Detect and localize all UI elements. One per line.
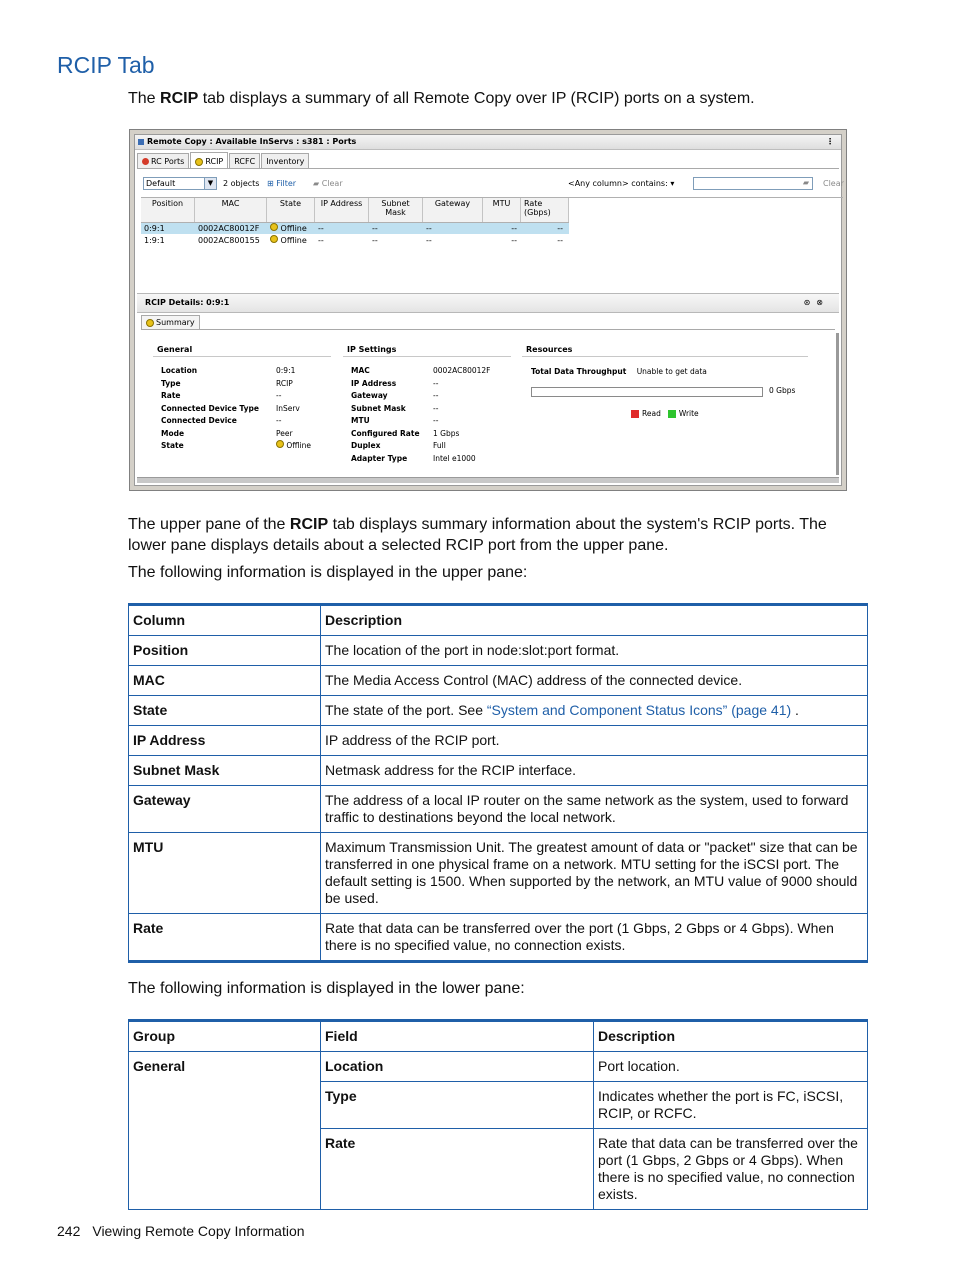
col-gateway[interactable]: Gateway [423,198,483,222]
table-row: Gateway The address of a local IP router on the same network as the system, used to forward traffic to destinations beyond the local network. [129,786,868,833]
upper-pane-paragraph: The upper pane of the RCIP tab displays summary information about the system's RCIP ports. The lower pane displays details about a selected RCIP port from the upper pane. [128,516,827,554]
table-row: IP Address IP address of the RCIP port. [129,726,868,756]
table-row: State The state of the port. See “System and Component Status Icons” (page 41) . [129,696,868,726]
port-tabs [137,153,310,168]
clear-search-button[interactable]: Clear [823,179,844,188]
summary-status-icon [146,319,154,327]
window-grip-icon [138,139,144,145]
chevron-down-icon: ▾ [670,179,675,188]
horizontal-scrollbar[interactable] [137,477,839,483]
ports-window [134,134,842,486]
table-header-row [129,1021,868,1052]
table-row: Position The location of the port in node:slot:port format. [129,636,868,666]
tab-rcip[interactable]: RCIP [190,152,228,169]
lower-pane-intro: The following information is displayed in the lower pane: [128,980,525,997]
throughput-row [531,367,707,376]
details-tabs [141,315,200,329]
general-keys: Location Type Rate Connected Device Type Connected Device Mode State [161,366,260,450]
upper-pane-table [128,603,868,963]
offline-status-icon [276,440,284,448]
details-title: RCIP Details: 0:9:1 [145,298,230,307]
column-header: Column [129,605,321,636]
field-header: Field [321,1021,594,1052]
status-icons-link[interactable]: “System and Component Status Icons” (page 41) [486,702,792,718]
offline-status-icon [270,235,278,243]
rc-ports-icon [142,158,149,165]
general-values: 0:9:1 RCIP -- InServ -- Peer Offline [276,366,311,450]
table-row[interactable]: 1:9:1 0002AC800155 Offline -- -- -- -- -- [144,236,563,245]
col-position[interactable]: Position [141,198,195,222]
table-header-row [129,605,868,636]
col-mtu[interactable]: MTU [483,198,521,222]
offline-status-icon [270,223,278,231]
description-header: Description [321,605,868,636]
description-header: Description [594,1021,868,1052]
details-tab-divider [141,329,835,330]
details-header [137,293,839,313]
ip-settings-group-title: IP Settings [347,345,397,354]
search-input[interactable] [693,177,813,190]
table-row: Rate Rate that data can be transferred over the port (1 Gbps, 2 Gbps or 4 Gbps). When there is no specified value, no connection exists. [129,914,868,962]
table-row: Rate Rate that data can be transferred over the port (1 Gbps, 2 Gbps or 4 Gbps). When there is no specified value, no connection exists. [129,1129,868,1210]
general-divider [153,356,331,357]
general-group-title: General [157,345,193,354]
col-ip-address[interactable]: IP Address [315,198,369,222]
intro-paragraph: The RCIP tab displays a summary of all Remote Copy over IP (RCIP) ports on a system. [128,90,755,107]
resources-divider [522,356,808,357]
table-row: Subnet Mask Netmask address for the RCIP interface. [129,756,868,786]
throughput-bar-value: 0 Gbps [769,386,796,395]
eraser-icon: ▰ [313,179,320,188]
rcip-status-icon [195,158,203,166]
col-rate[interactable]: Rate (Gbps) [521,198,569,222]
resources-group-title: Resources [526,345,573,354]
tab-rc-ports[interactable]: RC Ports [137,153,189,168]
window-titlebar [135,135,841,150]
col-subnet-mask[interactable]: Subnet Mask [369,198,423,222]
footer-title: Viewing Remote Copy Information [92,1223,305,1239]
collapse-icon[interactable]: ⊗ [816,298,829,307]
chevron-down-icon: ▼ [204,178,216,189]
tab-inventory[interactable]: Inventory [261,153,309,168]
ports-grid [141,197,843,288]
clear-filter-button[interactable]: ▰ Clear [313,179,343,188]
lower-pane-table [128,1019,868,1210]
ip-settings-keys: MAC IP Address Gateway Subnet Mask MTU Configured Rate Duplex Adapter Type [351,366,420,463]
filter-icon: ⊞ [267,179,274,188]
tab-divider [137,168,839,169]
legend-write-swatch [668,410,676,418]
col-mac[interactable]: MAC [195,198,267,222]
tab-summary[interactable]: Summary [141,315,200,329]
table-row: Type Indicates whether the port is FC, iSCSI, RCIP, or RCFC. [129,1082,868,1129]
legend-read-label: Read [642,409,661,418]
legend-read-swatch [631,410,639,418]
rcip-tab-screenshot [129,129,847,491]
group-header: Group [129,1021,321,1052]
filter-button[interactable]: ⊞ Filter [267,179,297,188]
table-row[interactable]: 0:9:1 0002AC80012F Offline -- -- -- -- -- [141,223,569,234]
throughput-value: Unable to get data [636,367,707,376]
ip-settings-values: 0002AC80012F -- -- -- -- 1 Gbps Full Intel e1000 [433,366,491,463]
table-row: MAC The Media Access Control (MAC) address of the connected device. [129,666,868,696]
tab-rcfc[interactable]: RCFC [229,153,260,168]
page-footer [57,1223,305,1239]
upper-pane-intro: The following information is displayed in the upper pane: [128,564,528,581]
window-menu-icon[interactable]: ⋮ [826,137,835,146]
ip-settings-divider [343,356,511,357]
throughput-label: Total Data Throughput [531,367,627,376]
filter-toolbar [143,175,844,191]
search-clear-icon: ▰ [802,178,809,187]
view-select[interactable]: Default ▼ [143,177,217,190]
col-state[interactable]: State [267,198,315,222]
pin-icon[interactable]: ⊛ [803,298,817,307]
legend-write-label: Write [678,409,699,418]
table-row: MTU Maximum Transmission Unit. The greatest amount of data or "packet" size that can be transferred in one physical frame on a network. MTU setting for the iSCSI port. The default setting is 1500. When supported by the network, an MTU value of 9000 should be used. [129,833,868,914]
throughput-bar [531,387,763,397]
details-scrollbar[interactable] [836,333,839,475]
section-title: RCIP Tab [57,52,155,78]
throughput-legend [631,409,699,418]
column-filter-select[interactable]: <Any column> contains: ▾ [568,179,675,188]
table-row: General Location Port location. [129,1052,868,1082]
grid-header [141,198,569,223]
object-count: 2 objects [223,179,260,188]
page-number: 242 [57,1223,81,1239]
window-title: Remote Copy : Available InServs : s381 : Ports [147,137,357,146]
